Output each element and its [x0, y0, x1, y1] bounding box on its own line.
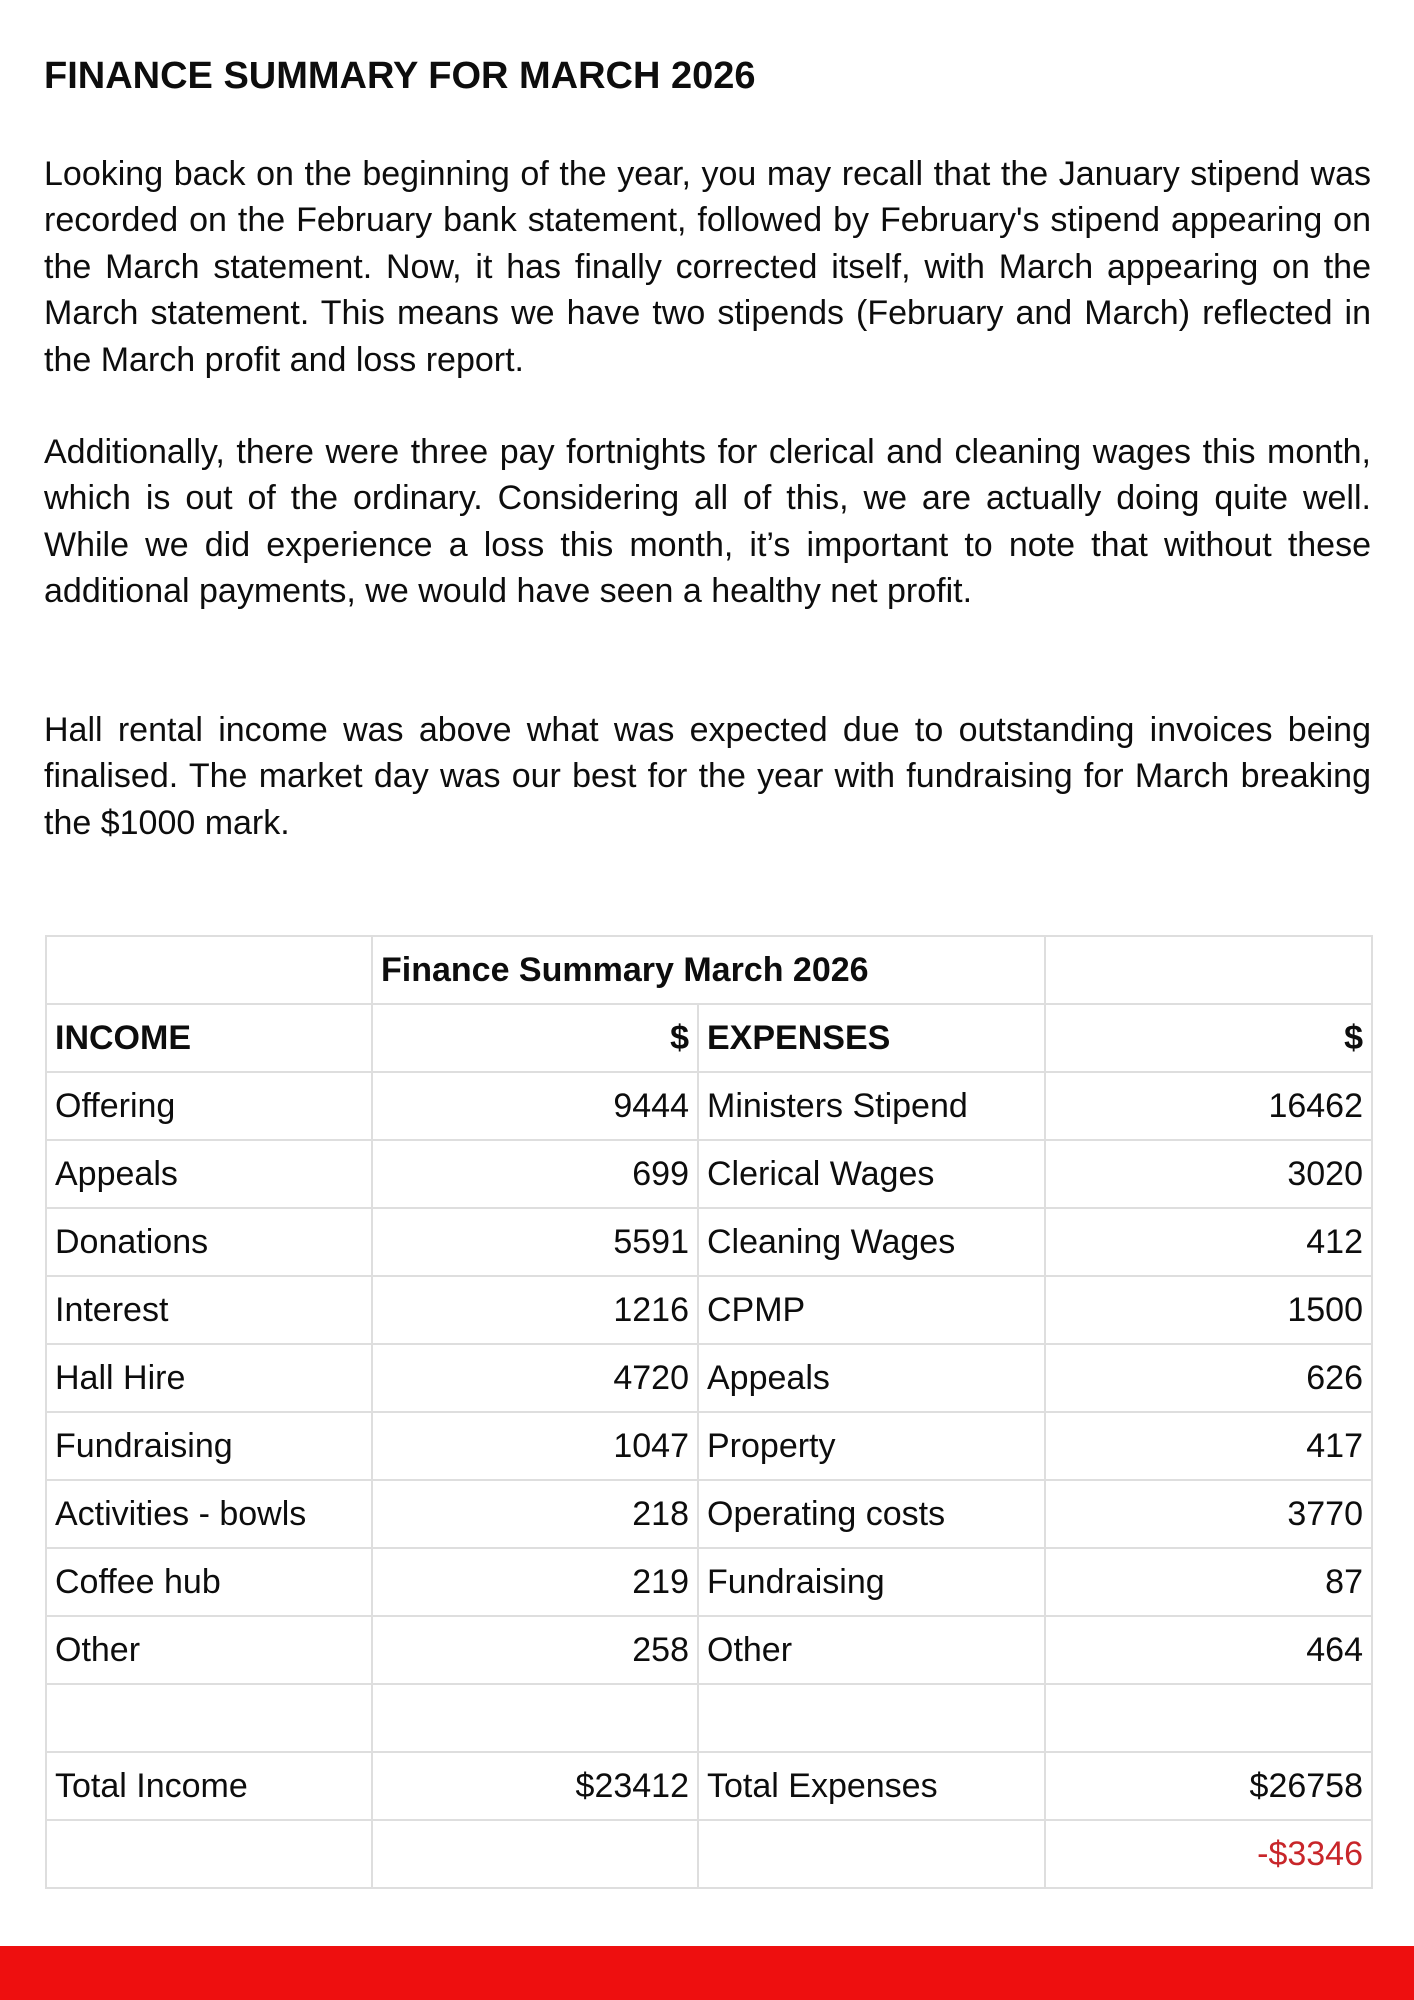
income-label: Appeals [46, 1140, 372, 1208]
income-value: 1216 [372, 1276, 698, 1344]
income-label: Activities - bowls [46, 1480, 372, 1548]
empty-cell [1045, 1684, 1372, 1752]
expense-label: Appeals [698, 1344, 1045, 1412]
income-label: Donations [46, 1208, 372, 1276]
empty-cell [698, 1820, 1045, 1888]
net-loss-value: -$3346 [1045, 1820, 1372, 1888]
finance-summary-table [45, 935, 1373, 1889]
expense-value: 417 [1045, 1412, 1372, 1480]
expense-value: 3770 [1045, 1480, 1372, 1548]
table-row [46, 1276, 1372, 1344]
income-label: Interest [46, 1276, 372, 1344]
footer-color-band [0, 1946, 1414, 2000]
expense-value: 16462 [1045, 1072, 1372, 1140]
empty-cell [1045, 936, 1372, 1004]
empty-row [46, 1684, 1372, 1752]
expenses-header: EXPENSES [698, 1004, 1045, 1072]
expense-label: CPMP [698, 1276, 1045, 1344]
expense-label: Property [698, 1412, 1045, 1480]
expense-value: 1500 [1045, 1276, 1372, 1344]
income-value: 5591 [372, 1208, 698, 1276]
table-row [46, 1072, 1372, 1140]
income-value: 258 [372, 1616, 698, 1684]
table-row [46, 1344, 1372, 1412]
expense-label: Operating costs [698, 1480, 1045, 1548]
empty-cell [46, 936, 372, 1004]
income-value: 219 [372, 1548, 698, 1616]
table-row [46, 1616, 1372, 1684]
income-value: 699 [372, 1140, 698, 1208]
income-label: Hall Hire [46, 1344, 372, 1412]
table-title-row [46, 936, 1372, 1004]
expense-value: 3020 [1045, 1140, 1372, 1208]
income-label: Other [46, 1616, 372, 1684]
expense-label: Other [698, 1616, 1045, 1684]
total-expenses-value: $26758 [1045, 1752, 1372, 1820]
expense-label: Ministers Stipend [698, 1072, 1045, 1140]
expense-value: 626 [1045, 1344, 1372, 1412]
expense-value: 412 [1045, 1208, 1372, 1276]
page-title: FINANCE SUMMARY FOR MARCH 2026 [44, 55, 756, 97]
total-expenses-label: Total Expenses [698, 1752, 1045, 1820]
expense-label: Cleaning Wages [698, 1208, 1045, 1276]
table-row [46, 1480, 1372, 1548]
table-row [46, 1208, 1372, 1276]
expense-value: 87 [1045, 1548, 1372, 1616]
income-value: 218 [372, 1480, 698, 1548]
empty-cell [698, 1684, 1045, 1752]
table-title: Finance Summary March 2026 [372, 936, 1045, 1004]
total-income-value: $23412 [372, 1752, 698, 1820]
table-row [46, 1412, 1372, 1480]
paragraph-stipend: Looking back on the beginning of the year, you may recall that the January stipend was recorded on the February bank statement, followed by February's stipend appearing on the March statement. Now, it has finally corrected itself, with March appearing on the March statement. This means we have two stipends (February and March) reflected in the March profit and loss report. [44, 155, 1371, 379]
paragraph-hall-rental: Hall rental income was above what was expected due to outstanding invoices being finalised. The market day was our best for the year with fundraising for March breaking the $1000 mark. [44, 711, 1371, 842]
income-value: 9444 [372, 1072, 698, 1140]
table-row [46, 1548, 1372, 1616]
totals-row [46, 1752, 1372, 1820]
empty-cell [372, 1820, 698, 1888]
paragraph-wages: Additionally, there were three pay fortnights for clerical and cleaning wages this month, which is out of the ordinary. Considering all of this, we are actually doing quite well. While we did experience a loss this month, it’s important to note that without these additional payments, we would have seen a healthy net profit. [44, 433, 1371, 611]
income-label: Fundraising [46, 1412, 372, 1480]
empty-cell [46, 1684, 372, 1752]
income-value: 4720 [372, 1344, 698, 1412]
table-row [46, 1140, 1372, 1208]
expense-label: Clerical Wages [698, 1140, 1045, 1208]
income-label: Offering [46, 1072, 372, 1140]
income-header: INCOME [46, 1004, 372, 1072]
net-result-row [46, 1820, 1372, 1888]
income-currency-header: $ [372, 1004, 698, 1072]
expenses-currency-header: $ [1045, 1004, 1372, 1072]
expense-label: Fundraising [698, 1548, 1045, 1616]
income-label: Coffee hub [46, 1548, 372, 1616]
total-income-label: Total Income [46, 1752, 372, 1820]
table-header-row [46, 1004, 1372, 1072]
empty-cell [46, 1820, 372, 1888]
expense-value: 464 [1045, 1616, 1372, 1684]
empty-cell [372, 1684, 698, 1752]
income-value: 1047 [372, 1412, 698, 1480]
